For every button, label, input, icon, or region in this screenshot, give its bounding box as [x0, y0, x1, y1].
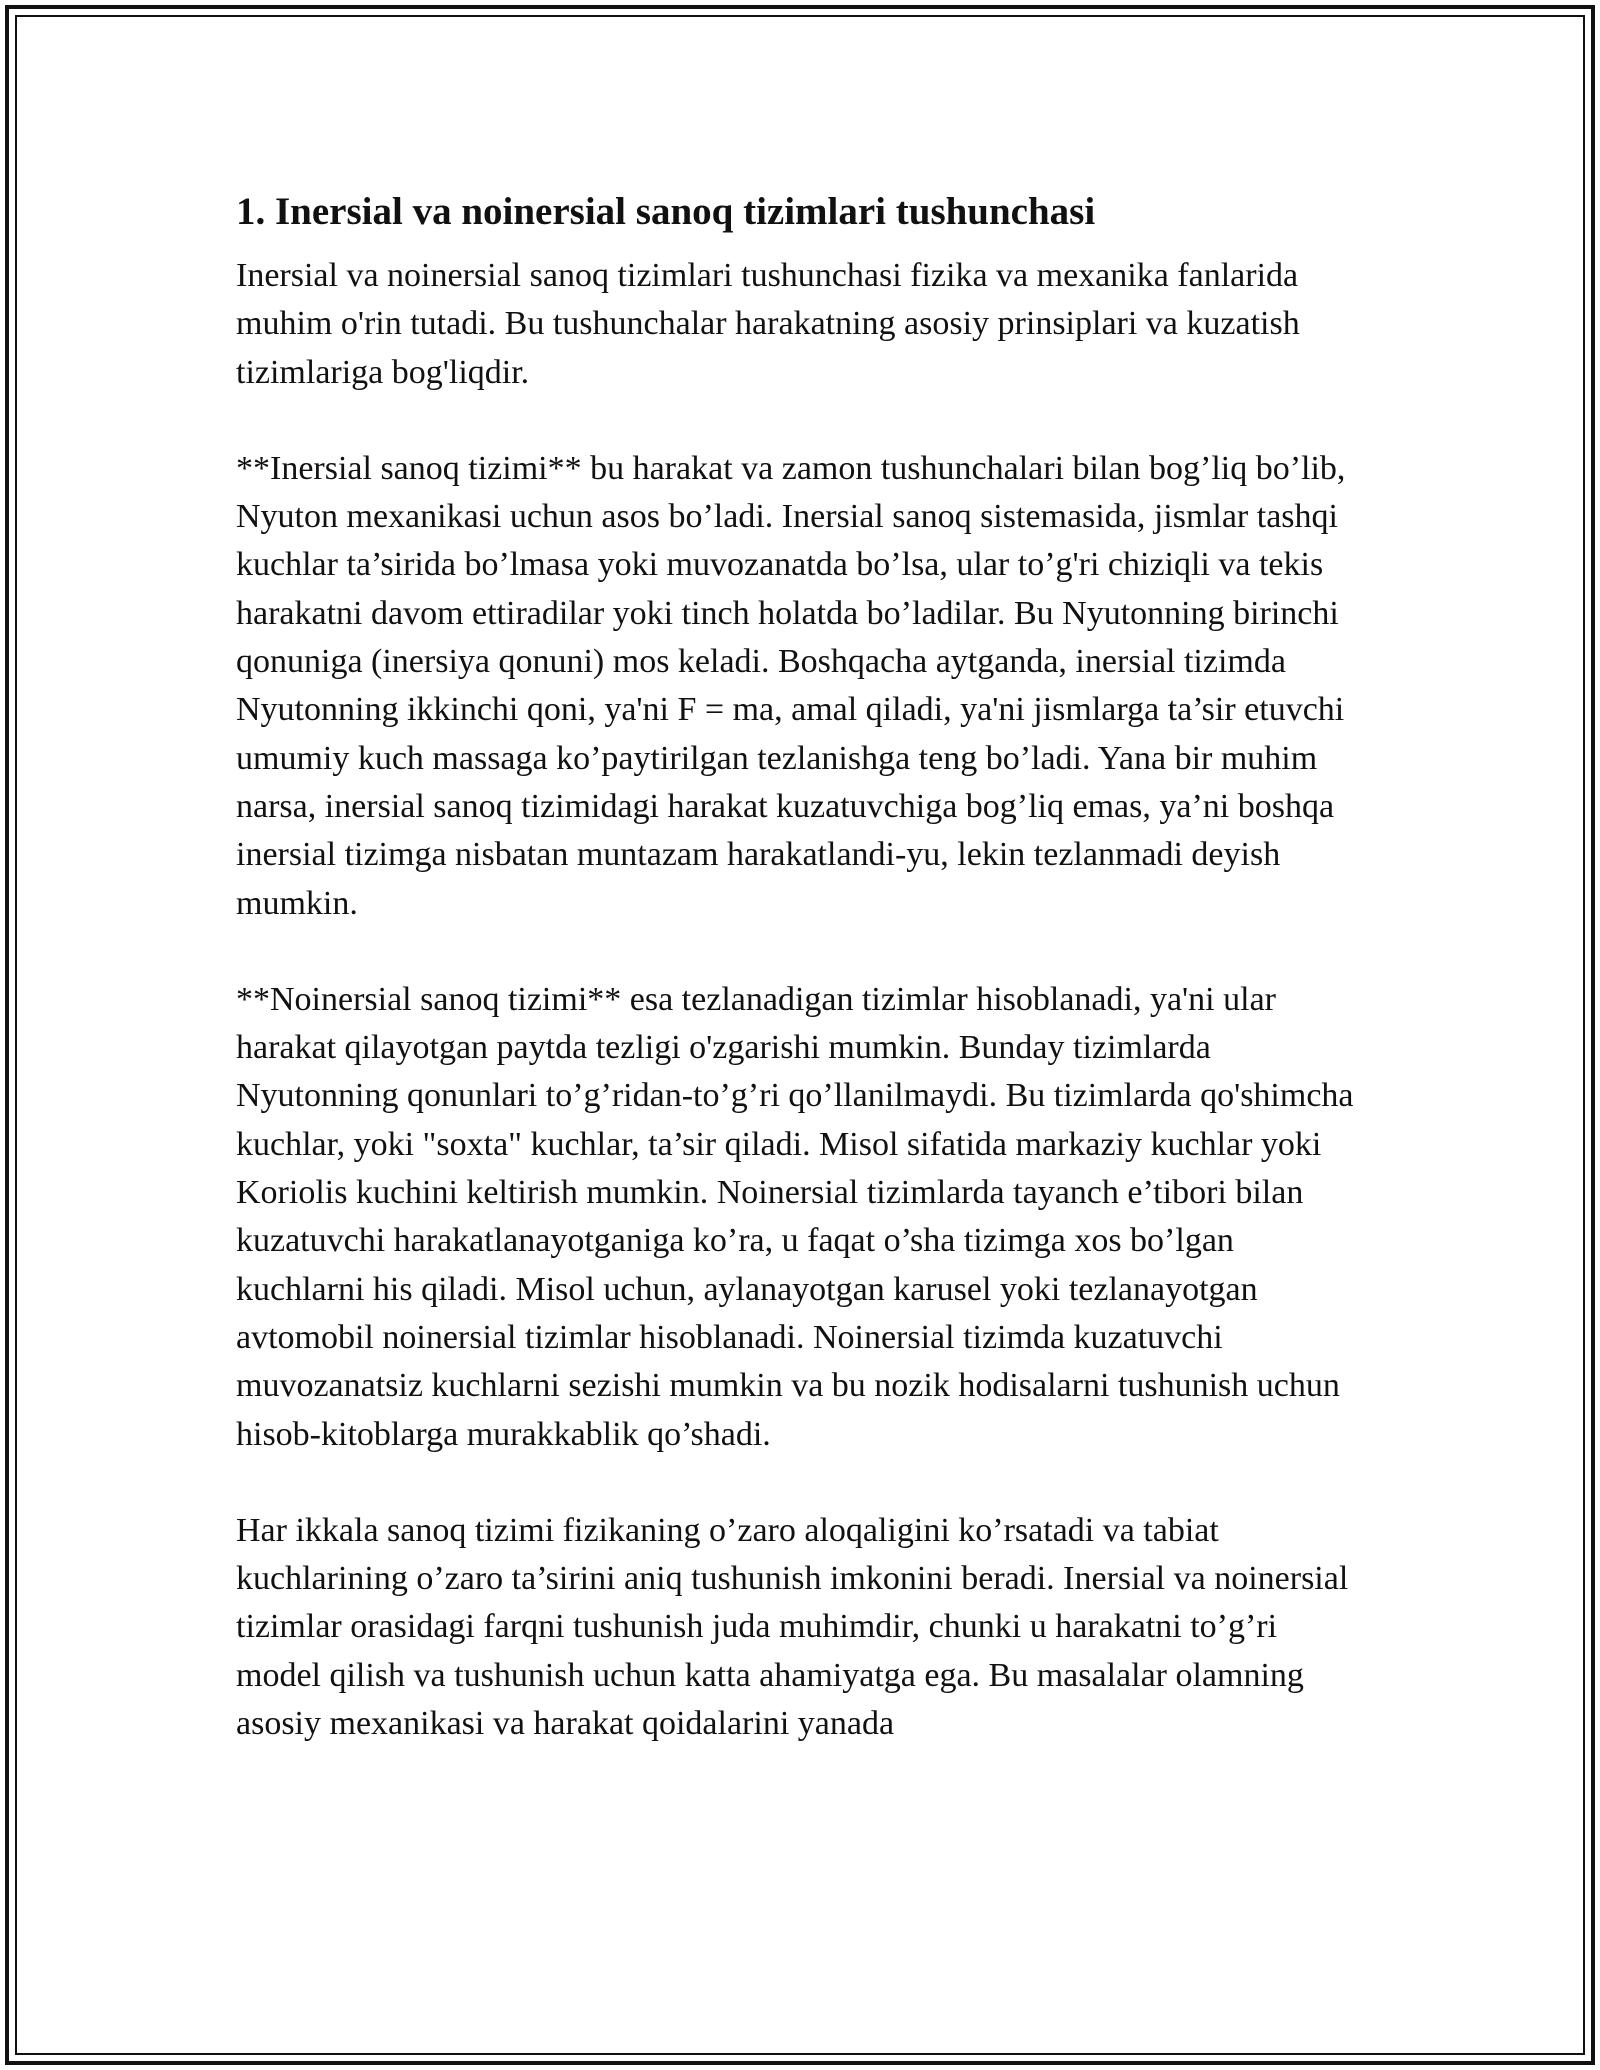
- paragraph-conclusion: Har ikkala sanoq tizimi fizikaning o’zaro aloqaligini ko’rsatadi va tabiat kuchlarining o’zaro ta’sirini aniq tushunish imkonini beradi. Inersial va noinersial tizimlar orasidagi farqni tushunish juda muhimdir, chunki u harakatni to’g’ri model qilish va tushunish uchun katta ahamiyatga ega. Bu masalalar olamning asosiy mexanikasi va harakat qoidalarini yanada: [236, 1511, 1349, 1743]
- paragraph-noninertial: **Noinersial sanoq tizimi** esa tezlanadigan tizimlar hisoblanadi, ya'ni ular harakat qilayotgan paytda tezligi o'zgarishi mumkin. Bunday tizimlarda Nyutonning qonunlari to’g’ridan-to’g’ri qo’llanilmaydi. Bu tizimlarda qo'shimcha kuchlar, yoki "soxta" kuchlar, ta’sir qiladi. Misol sifatida markaziy kuchlar yoki Koriolis kuchini keltirish mumkin. Noinersial tizimlarda tayanch e’tibori bilan kuzatuvchi harakatlanayotganiga ko’ra, u faqat o’sha tizimga xos bo’lgan kuchlarni his qiladi. Misol uchun, aylanayotgan karusel yoki tezlanayotgan avtomobil noinersial tizimlar hisoblanadi. Noinersial tizimda kuzatuvchi muvozanatsiz kuchlarni sezishi mumkin va bu nozik hodisalarni tushunish uchun hisob-kitoblarga murakkablik qo’shadi.: [236, 980, 1354, 1453]
- document-body: [236, 186, 1366, 1796]
- section-title: 1. Inersial va noinersial sanoq tizimlari tushunchasi: [236, 190, 1096, 233]
- paragraph-intro: Inersial va noinersial sanoq tizimlari tushunchasi fizika va mexanika fanlarida muhim o'rin tutadi. Bu tushunchalar harakatning asosiy prinsiplari va kuzatish tizimlariga bog'liqdir.: [236, 257, 1300, 391]
- paragraph-inertial: **Inersial sanoq tizimi** bu harakat va zamon tushunchalari bilan bog’liq bo’lib, Nyuton mexanikasi uchun asos bo’ladi. Inersial sanoq sistemasida, jismlar tashqi kuchlar ta’sirida bo’lmasa yoki muvozanatda bo’lsa, ular to’g'ri chiziqli va tekis harakatni davom ettiradilar yoki tinch holatda bo’ladilar. Bu Nyutonning birinchi qonuniga (inersiya qonuni) mos keladi. Boshqacha aytganda, inersial tizimda Nyutonning ikkinchi qoni, ya'ni F = ma, amal qiladi, ya'ni jismlarga ta’sir etuvchi umumiy kuch massaga ko’paytirilgan tezlanishga teng bo’ladi. Yana bir muhim narsa, inersial sanoq tizimidagi harakat kuzatuvchiga bog’liq emas, ya’ni boshqa inersial tizimga nisbatan muntazam harakatlandi-yu, lekin tezlanmadi deyish mumkin.: [236, 449, 1346, 922]
